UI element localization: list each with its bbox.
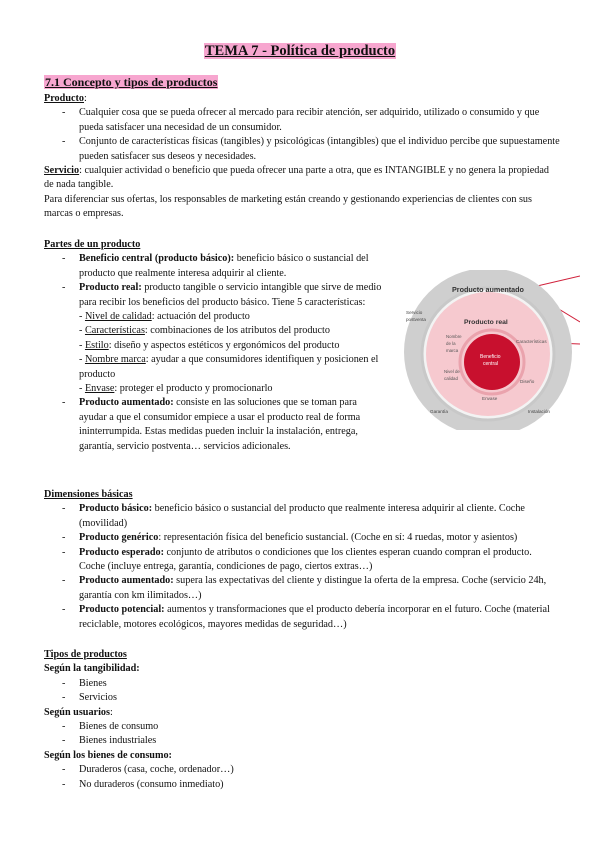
product-levels-diagram [402, 270, 580, 430]
list-item: - Producto aumentado: supera las expectativas del cliente y distingue la oferta de la empresa. Coche (servicio 24h, garantía con km ilimitados…) [62, 575, 547, 601]
list-item: - Conjunto de características físicas (tangibles) y psicológicas (intangibles) que el individuo percibe que supuestamente pueden satisfacer sus deseos y necesidades. [62, 136, 560, 162]
diagram-label: Garantía [430, 409, 448, 414]
caracteristica-item: - Estilo: diseño y aspectos estéticos y ergonómicos del producto [79, 339, 340, 351]
caracteristica-item: - Nivel de calidad: actuación del producto [79, 311, 250, 323]
diagram-label: Envase [482, 396, 498, 401]
diagram-label: marca [446, 348, 459, 353]
list-item: - Servicios [62, 692, 117, 704]
list-item: - Bienes industriales [62, 735, 157, 747]
tangibilidad-heading: Según la tangibilidad: [44, 663, 140, 675]
dimensiones-block [44, 488, 560, 632]
list-item: - Cualquier cosa que se pueda ofrecer al mercado para recibir atención, ser adquirido, utilizado o consumido y que pueda satisfacer una necesidad de un consumidor. [62, 107, 540, 133]
list-item: - Bienes [62, 677, 107, 689]
caracteristica-item: - Envase: proteger el producto y promocionarlo [79, 383, 273, 395]
core-label: Beneficio [480, 354, 501, 360]
tipos-heading: Tipos de productos [44, 649, 127, 660]
producto-heading: Producto: [44, 93, 87, 104]
list-item: - Producto genérico: representación física del beneficio sustancial. (Coche en sí: 4 ruedas, motor y asientos) [62, 532, 518, 544]
consumo-heading: Según los bienes de consumo: [44, 749, 172, 761]
list-item: - Producto potencial: aumentos y transformaciones que el producto debería incorporar en el futuro. Coche (material reciclable, motores ecológicos, mayores medidas de seguridad…) [62, 604, 550, 630]
partes-block [44, 238, 382, 454]
diferenciar-paragraph: Para diferenciar sus ofertas, los responsables de marketing están creando y gestionando experiencias de clientes con sus marcas o empresas. [44, 193, 532, 220]
caracteristica-item: - Características: combinaciones de los atributos del producto [79, 325, 330, 337]
list-item: - Bienes de consumo [62, 721, 159, 733]
middle-label: Producto real [464, 319, 508, 326]
producto-block [44, 92, 560, 222]
outer-label: Producto aumentado [452, 285, 524, 294]
list-item: - Producto real: producto tangible o servicio intangible que sirve de medio para recibir los beneficios del producto básico. Tiene 5 características: [62, 282, 382, 308]
caracteristica-item: - Nombre marca: ayudar a que consumidores identifiquen y posicionen el producto [79, 354, 379, 380]
diagram-label: de la [446, 341, 456, 346]
diagram-label: Diseño [520, 379, 535, 384]
section-heading: 7.1 Concepto y tipos de productos [45, 75, 218, 89]
list-item: - No duraderos (consumo inmediato) [62, 778, 224, 790]
diagram-label: Nombre [446, 334, 462, 339]
list-item: - Duraderos (casa, coche, ordenador…) [62, 764, 234, 776]
usuarios-heading: Según usuarios: [44, 706, 113, 718]
diagram-label: Instalación [528, 409, 550, 414]
list-item: - Producto aumentado: consiste en las soluciones que se toman para ayudar a que el consumidor empiece a usar el producto real de forma ininterrumpida. Estas medidas pueden incluir la instalación, entrega, garantía, servicio postventa… servicios adicionales. [62, 397, 361, 452]
diagram-label: Servicio [406, 310, 423, 315]
core-label: central [483, 361, 499, 367]
servicio-paragraph: Servicio: cualquier actividad o beneficio que pueda ofrecer una parte a otra, que es INTANGIBLE y no genera la propiedad de nada tangible. [44, 165, 549, 191]
list-item: - Beneficio central (producto básico): beneficio básico o sustancial del producto que realmente interesa adquirir al cliente. [62, 253, 369, 279]
list-item: - Producto esperado: conjunto de atributos o condiciones que los clientes esperan cuando compran el producto. Coche (incluye entrega, garantía, condiciones de pago, ciertos extras…) [62, 546, 532, 573]
tipos-block [44, 648, 560, 792]
diagram-label: postventa [406, 317, 426, 322]
diagram-label: calidad [444, 376, 458, 381]
dimensiones-heading: Dimensiones básicas [44, 489, 133, 500]
partes-heading: Partes de un producto [44, 239, 141, 250]
page-title: TEMA 7 - Política de producto [204, 43, 396, 59]
diagram-label: Características [516, 339, 547, 344]
list-item: - Producto básico: beneficio básico o sustancial del producto que realmente interesa adquirir al cliente. Coche (movilidad) [62, 503, 525, 529]
diagram-label: Nivel de [444, 369, 460, 374]
